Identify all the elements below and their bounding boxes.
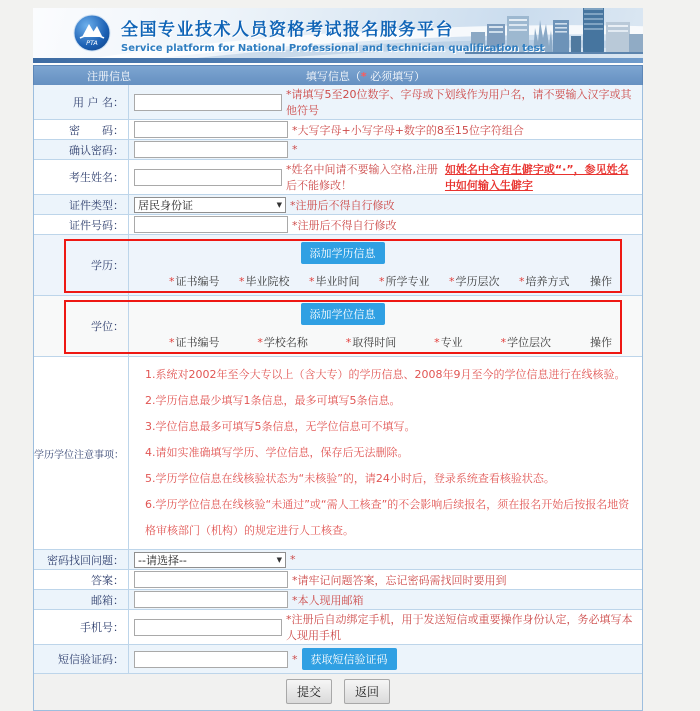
chevron-down-icon: ▼: [276, 200, 282, 209]
email-input[interactable]: [134, 591, 288, 608]
answer-input[interactable]: [134, 571, 288, 588]
get-sms-code-button[interactable]: 获取短信验证码: [302, 648, 397, 670]
site-subtitle: Service platform for National Professional and technician qualification test: [121, 43, 545, 54]
mobile-hint: *注册后自动绑定手机，用于发送短信或重要操作身份认定，务必填写本人现用手机: [286, 613, 633, 642]
username-hint: *请填写5至20位数字、字母或下划线作为用户名，请不要输入汉字或其他符号: [286, 88, 632, 117]
answer-hint: *请牢记问题答案，忘记密码需找回时要用到: [292, 573, 507, 587]
logo-text: PTA: [86, 39, 98, 47]
education-label: 学历：: [34, 235, 129, 295]
header-fill-info: 填写信息（* 必须填写）: [305, 69, 426, 83]
education-col-grad-time: *毕业时间: [309, 275, 360, 288]
registration-form-table: [33, 85, 643, 711]
site-banner: [33, 8, 643, 58]
education-col-school: *毕业院校: [239, 275, 290, 288]
row-real-name: [34, 160, 642, 195]
real-name-hint: *姓名中间请不要输入空格,注册后不能修改！: [286, 163, 438, 192]
degree-col-level: *学位层次: [500, 336, 552, 349]
password-question-hint: *: [290, 553, 296, 566]
id-number-input[interactable]: [134, 216, 288, 233]
pta-logo-icon: [73, 14, 111, 52]
id-type-select[interactable]: [134, 197, 286, 213]
note-item-2: 2.学历信息最少填写1条信息，最多可填写5条信息。: [145, 394, 401, 407]
row-education: [34, 235, 642, 296]
notes-label: 学历学位注意事项：: [34, 357, 129, 549]
real-name-label: 考生姓名：: [34, 160, 129, 194]
degree-label: 学位：: [34, 296, 129, 356]
username-label: 用 户 名：: [34, 85, 129, 119]
registration-page: [33, 8, 643, 711]
username-input[interactable]: [134, 94, 282, 111]
education-col-major: *所学专业: [379, 275, 430, 288]
password-label: 密 码：: [34, 120, 129, 139]
notes-list: [129, 357, 642, 549]
row-id-type: [34, 195, 642, 215]
row-password: [34, 120, 642, 140]
education-col-operation: 操作: [590, 275, 612, 288]
sms-code-label: 短信验证码：: [34, 645, 129, 673]
degree-col-major: *专业: [434, 336, 463, 349]
note-item-4: 4.请如实准确填写学历、学位信息，保存后无法删除。: [145, 446, 409, 459]
back-button[interactable]: 返回: [344, 679, 390, 704]
sms-code-star: *: [292, 652, 298, 666]
education-col-level: *学历层次: [449, 275, 500, 288]
site-title: 全国专业技术人员资格考试报名服务平台: [121, 20, 454, 40]
education-columns: [129, 267, 642, 292]
email-label: 邮箱：: [34, 590, 129, 609]
mobile-label: 手机号：: [34, 610, 129, 644]
row-mobile: [34, 610, 642, 645]
degree-col-operation: 操作: [589, 336, 612, 349]
note-item-5: 5.学历学位信息在线核验状态为“未核验”的，请24小时后，登录系统查看核验状态。: [145, 472, 555, 485]
footer-button-row: [34, 674, 642, 710]
note-item-3: 3.学位信息最多可填写5条信息，无学位信息可不填写。: [145, 420, 416, 433]
password-question-select[interactable]: [134, 552, 286, 568]
degree-col-school: *学校名称: [257, 336, 308, 349]
submit-button[interactable]: 提交: [286, 679, 332, 704]
answer-label: 答案：: [34, 570, 129, 589]
row-notes: [34, 357, 642, 550]
degree-col-cert-no: *证书编号: [169, 336, 220, 349]
row-sms-code: [34, 645, 642, 674]
row-username: [34, 85, 642, 120]
mobile-input[interactable]: [134, 619, 282, 636]
password-question-selected-value: --请选择--: [138, 553, 187, 567]
row-degree: [34, 296, 642, 357]
table-header-row: [33, 65, 643, 85]
row-answer: [34, 570, 642, 590]
password-hint: *大写字母+小写字母+数字的8至15位字符组合: [292, 123, 524, 137]
note-item-6: 6.学历学位信息在线核验“未通过”或“需人工核查”的不会影响后续报名，须在报名开始后按报名地资格审核部门（机构）的规定进行人工核查。: [145, 498, 630, 537]
confirm-password-hint: *: [292, 143, 298, 156]
education-col-training-mode: *培养方式: [519, 275, 570, 288]
rare-character-help-link[interactable]: 如姓名中含有生僻字或“·”，参见姓名中如何输入生僻字: [444, 163, 629, 192]
real-name-input[interactable]: [134, 169, 282, 186]
add-degree-button[interactable]: 添加学位信息: [301, 303, 385, 325]
add-education-button[interactable]: 添加学历信息: [301, 242, 385, 264]
header-register-info: 注册信息: [87, 69, 131, 83]
confirm-password-label: 确认密码：: [34, 140, 129, 159]
sms-code-input[interactable]: [134, 651, 288, 668]
id-number-label: 证件号码：: [34, 215, 129, 234]
chevron-down-icon: ▼: [276, 555, 282, 564]
id-type-selected-value: 居民身份证: [138, 198, 193, 212]
password-question-label: 密码找回问题：: [34, 550, 129, 569]
id-number-hint: *注册后不得自行修改: [292, 218, 397, 232]
degree-col-obtain-time: *取得时间: [345, 336, 397, 349]
password-input[interactable]: [134, 121, 288, 138]
required-star: *: [360, 69, 367, 83]
note-item-1: 1.系统对2002年至今大专以上（含大专）的学历信息、2008年9月至今的学位信息进行在线核验。: [145, 368, 626, 381]
row-confirm-password: [34, 140, 642, 160]
row-email: [34, 590, 642, 610]
education-col-cert-no: *证书编号: [169, 275, 220, 288]
row-id-number: [34, 215, 642, 235]
degree-columns: [129, 328, 642, 353]
confirm-password-input[interactable]: [134, 141, 288, 158]
banner-titles: [121, 15, 544, 54]
id-type-label: 证件类型：: [34, 195, 129, 214]
row-password-question: [34, 550, 642, 570]
id-type-hint: *注册后不得自行修改: [290, 198, 395, 212]
email-hint: *本人现用邮箱: [292, 593, 364, 607]
